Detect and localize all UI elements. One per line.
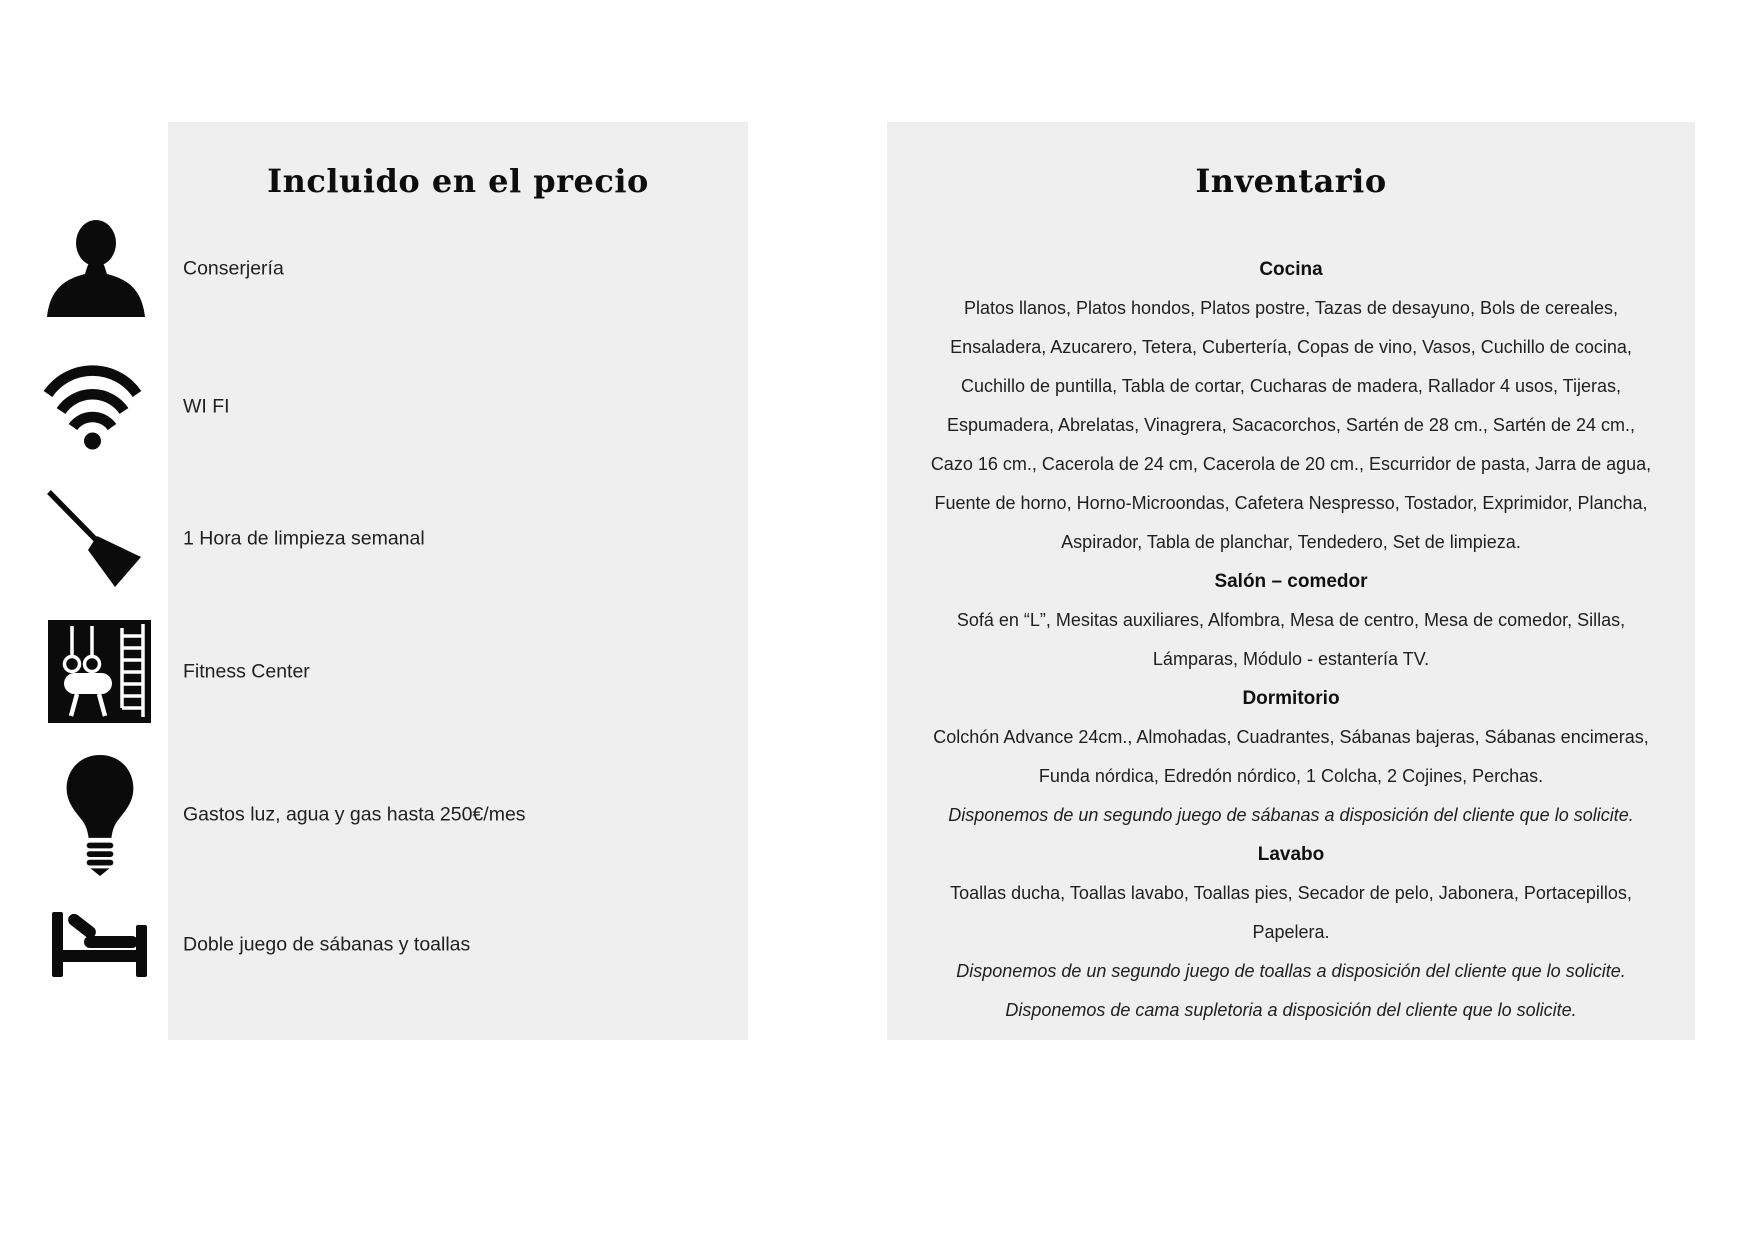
section-heading-dormitorio: Dormitorio [1242,688,1340,709]
inventory-line: Fuente de horno, Horno-Microondas, Cafetera Nespresso, Tostador, Exprimidor, Plancha, [934,493,1648,513]
feature-label: Doble juego de sábanas y toallas [183,933,471,955]
feature-label: 1 Hora de limpieza semanal [183,527,425,550]
section-heading-salon-comedor: Salón – comedor [1214,571,1368,592]
fitness-icon [48,620,151,723]
inventory-line: Funda nórdica, Edredón nórdico, 1 Colcha, 2 Cojines, Perchas. [1038,766,1544,786]
included-title: Incluido en el precio [267,162,649,200]
inventory-line: Platos llanos, Platos hondos, Platos postre, Tazas de desayuno, Bols de cereales, [963,298,1619,318]
inventory-note: Disponemos de un segundo juego de toallas a disposición del cliente que lo solicite. [956,961,1626,981]
feature-label: Gastos luz, agua y gas hasta 250€/mes [183,803,526,826]
section-heading-lavabo: Lavabo [1257,844,1325,865]
feature-row-wifi [40,363,730,450]
inventory-panel [887,122,1695,1040]
feature-label: WI FI [183,395,230,417]
inventory-line: Espumadera, Abrelatas, Vinagrera, Sacacorchos, Sartén de 28 cm., Sartén de 24 cm., [946,415,1636,435]
inventory-line: Papelera. [1252,922,1330,942]
feature-row-sabanas [40,912,730,977]
inventory-line: Cuchillo de puntilla, Tabla de cortar, Cucharas de madera, Rallador 4 usos, Tijeras, [960,376,1622,396]
inventory-line: Sofá en “L”, Mesitas auxiliares, Alfombra, Mesa de centro, Mesa de comedor, Sillas, [956,610,1626,630]
feature-label: Conserjería [183,257,284,279]
lightbulb-icon [62,754,138,876]
wifi-icon [40,363,145,450]
inventory-line: Colchón Advance 24cm., Almohadas, Cuadrantes, Sábanas bajeras, Sábanas encimeras, [933,727,1649,747]
inventory-note: Disponemos de un segundo juego de sábanas a disposición del cliente que lo solicite. [948,805,1634,825]
section-heading-cocina: Cocina [1259,259,1323,280]
bed-icon [50,912,156,977]
inventory-line: Aspirador, Tabla de planchar, Tendedero, Set de limpieza. [1061,532,1521,552]
feature-row-limpieza [40,488,730,590]
inventory-line: Lámparas, Módulo - estantería TV. [1152,649,1430,669]
person-icon [40,220,152,317]
inventory-title: Inventario [1195,162,1387,200]
inventory-line: Cazo 16 cm., Cacerola de 24 cm, Cacerola de 20 cm., Escurridor de pasta, Jarra de agua, [930,454,1652,474]
broom-icon [46,488,146,590]
feature-row-fitness [40,620,730,723]
feature-row-gastos [40,754,730,876]
inventory-line: Ensaladera, Azucarero, Tetera, Cubertería, Copas de vino, Vasos, Cuchillo de cocina, [950,337,1632,357]
inventory-line: Toallas ducha, Toallas lavabo, Toallas pies, Secador de pelo, Jabonera, Portacepillos, [950,883,1632,903]
feature-row-conserjeria [40,220,730,317]
inventory-body [887,250,1695,1030]
feature-label: Fitness Center [183,660,310,682]
inventory-note: Disponemos de cama supletoria a disposición del cliente que lo solicite. [1005,1000,1577,1020]
